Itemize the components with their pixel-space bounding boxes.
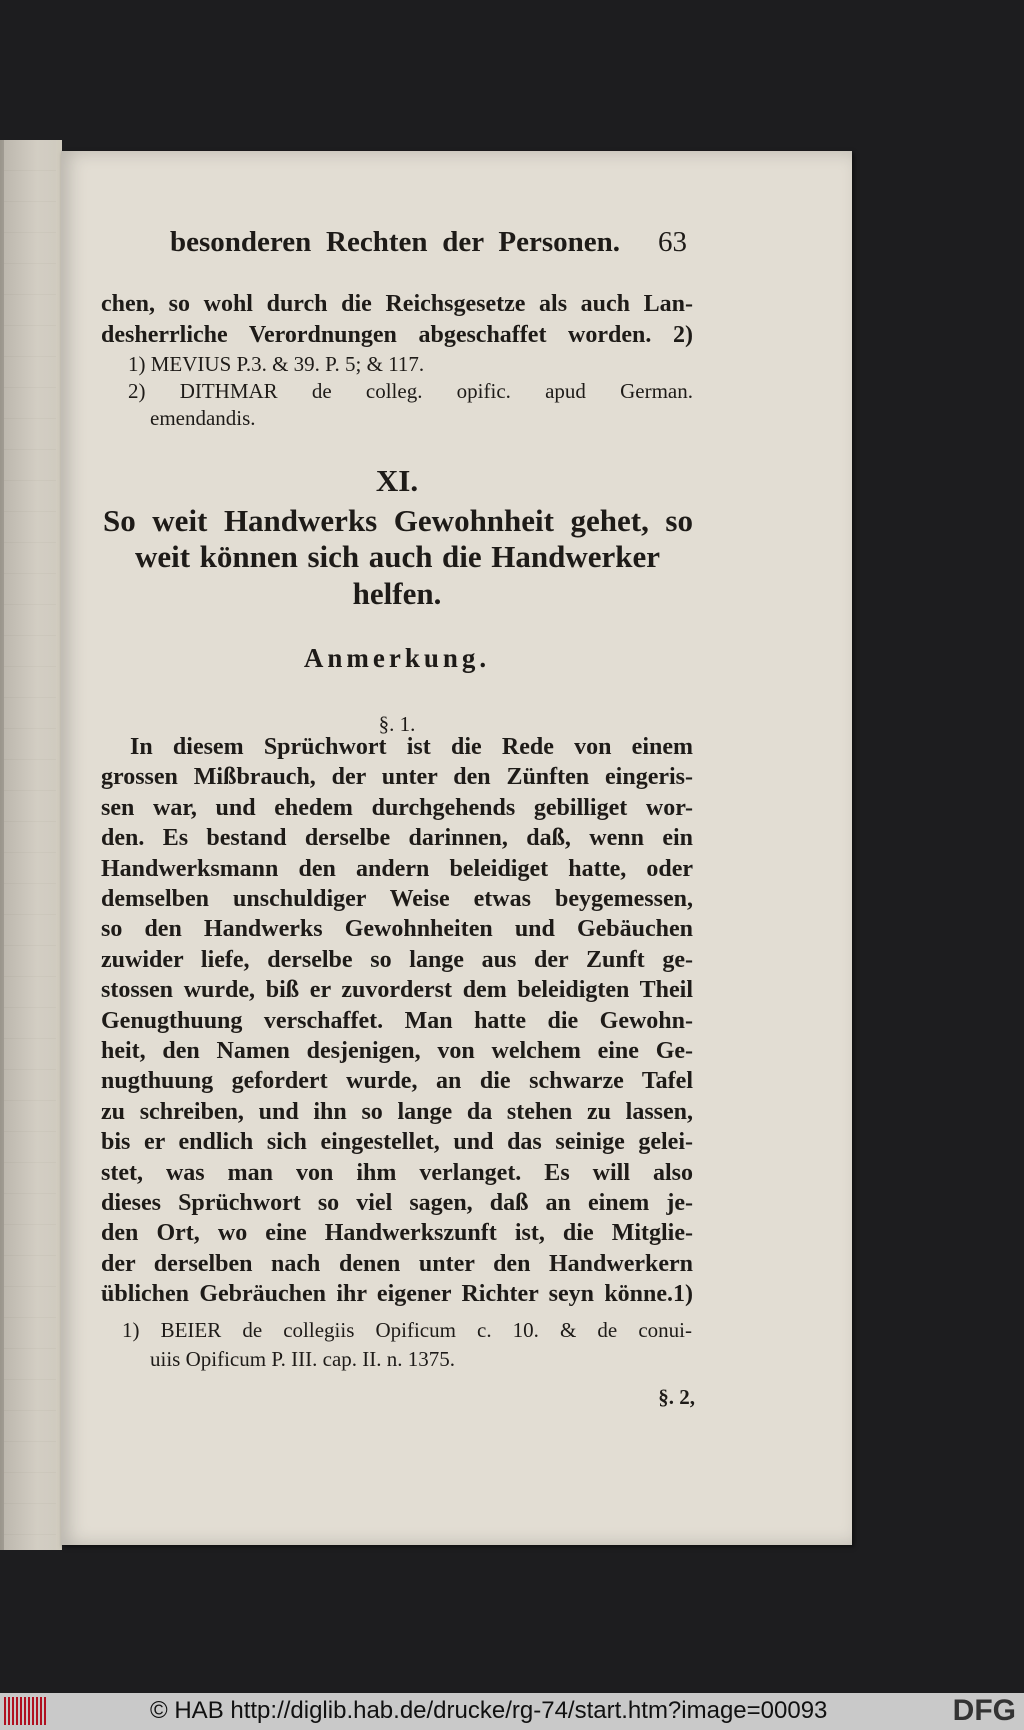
text-line: zuwider liefe, derselbe so lange aus der Zunft ge-: [101, 946, 693, 973]
text-line: emendandis.: [150, 406, 256, 430]
footer-bar: [0, 1693, 1024, 1730]
text-line: uiis Opificum P. III. cap. II. n. 1375.: [150, 1347, 456, 1371]
text-line: üblichen Gebräuchen ihr eigener Richter seyn könne.1): [101, 1281, 693, 1308]
text-line: nugthuung gefordert wurde, an die schwarze Tafel: [101, 1068, 693, 1095]
text-line: bis er endlich sich eingestellet, und das seinige gelei-: [101, 1129, 693, 1156]
section-heading-line: weit können sich auch die Handwerker: [135, 540, 660, 574]
dfg-logo: DFG: [952, 1694, 1016, 1727]
hab-logo-icon: [4, 1697, 46, 1725]
text-line: desherrliche Verordnungen abgeschaffet worden. 2): [101, 322, 693, 348]
text-line: stet, was man von ihm verlanget. Es will also: [101, 1159, 693, 1186]
running-title: besonderen Rechten der Personen.: [170, 226, 620, 258]
text-line: demselben unschuldiger Weise etwas beygemessen,: [101, 886, 693, 912]
text-line: der derselben nach denen unter den Handwerkern: [101, 1250, 693, 1277]
catchword: §. 2,: [658, 1385, 695, 1409]
text-line: zu schreiben, und ihn so lange da stehen zu lassen,: [101, 1098, 693, 1125]
text-line: den Ort, wo eine Handwerkszunft ist, die Mitglie-: [101, 1220, 693, 1247]
text-line: sen war, und ehedem durchgehends gebilliget wor-: [101, 794, 693, 821]
paragraph-mark: §. 1.: [378, 712, 416, 736]
text-line: chen, so wohl durch die Reichsgesetze als auch Lan-: [101, 291, 693, 317]
section-heading-line: helfen.: [352, 577, 442, 611]
text-line: so den Handwerks Gewohnheiten und Gebäuchen: [101, 916, 693, 943]
text-line: den. Es bestand derselbe darinnen, daß, wenn ein: [101, 825, 693, 852]
subheading: Anmerkung.: [303, 643, 491, 673]
section-heading-line: So weit Handwerks Gewohnheit gehet, so: [103, 504, 693, 538]
text-line: 1) BEIER de collegiis Opificum c. 10. & de conui-: [122, 1318, 692, 1342]
text-line: stossen wurde, biß er zuvorderst dem beleidigten Theil: [101, 977, 693, 1004]
text-line: 1) MEVIUS P.3. & 39. P. 5; & 117.: [128, 352, 425, 376]
facing-page-edge: [0, 140, 62, 1550]
text-line: Genugthuung verschaffet. Man hatte die Gewohn-: [101, 1007, 693, 1034]
text-line: In diesem Sprüchwort ist die Rede von einem: [130, 734, 693, 760]
footer-link[interactable]: © HAB http://diglib.hab.de/drucke/rg-74/start.htm?image=00093: [150, 1697, 828, 1724]
text-line: dieses Sprüchwort so viel sagen, daß an einem je-: [101, 1190, 693, 1216]
page-number: 63: [658, 226, 687, 258]
text-line: Handwerksmann den andern beleidiget hatte, oder: [101, 855, 693, 882]
section-number: XI.: [375, 464, 419, 498]
text-line: 2) DITHMAR de colleg. opific. apud German.: [128, 379, 693, 403]
text-line: heit, den Namen desjenigen, von welchem eine Ge-: [101, 1038, 693, 1064]
text-line: grossen Mißbrauch, der unter den Zünften eingeris-: [101, 764, 693, 791]
